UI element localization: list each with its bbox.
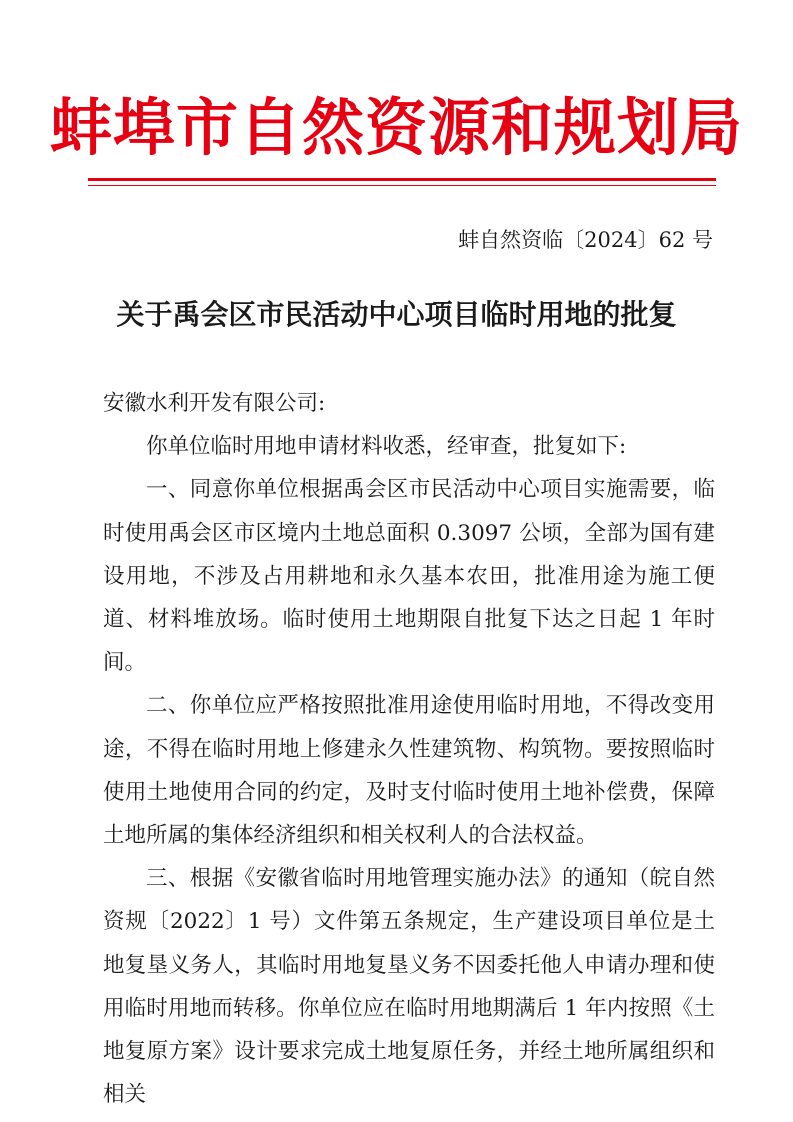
salutation: 安徽水利开发有限公司: xyxy=(103,391,326,416)
letterhead-rule-thin xyxy=(88,185,716,186)
paragraph-1: 一、同意你单位根据禹会区市民活动中心项目实施需要，临时使用禹会区市区境内土地总面积 0.3097 公顷，全部为国有建设用地，不涉及占用耕地和永久基本农田，批准用途为施工便道、材料堆放场。临时使用土地期限自批复下达之日起 1 年时间。 xyxy=(103,477,715,676)
letterhead-title: 蚌埠市自然资源和规划局 xyxy=(49,91,743,164)
letterhead-rule-thick xyxy=(88,178,716,181)
document-body xyxy=(103,382,715,1116)
paragraph-intro: 你单位临时用地申请材料收悉，经审查，批复如下: xyxy=(146,434,627,460)
document-number: 蚌自然资临〔2024〕62 号 xyxy=(458,228,713,252)
document-title: 关于禹会区市民活动中心项目临时用地的批复 xyxy=(116,298,677,331)
paragraph-2: 二、你单位应严格按照批准用途使用临时用地，不得改变用途，不得在临时用地上修建永久性建筑物、构筑物。要按照临时使用土地使用合同的约定，及时支付临时使用土地补偿费，保障土地所属的集体经济组织和相关权利人的合法权益。 xyxy=(103,693,715,849)
paragraph-3: 三、根据《安徽省临时用地管理实施办法》的通知（皖自然资规〔2022〕1 号）文件第五条规定，生产建设项目单位是土地复垦义务人，其临时用地复垦义务不因委托他人申请办理和使用临时用地而转移。你单位应在临时用地期满后 1 年内按照《土地复原方案》设计要求完成土地复原任务，并经土地所属组织和相关 xyxy=(103,866,715,1108)
